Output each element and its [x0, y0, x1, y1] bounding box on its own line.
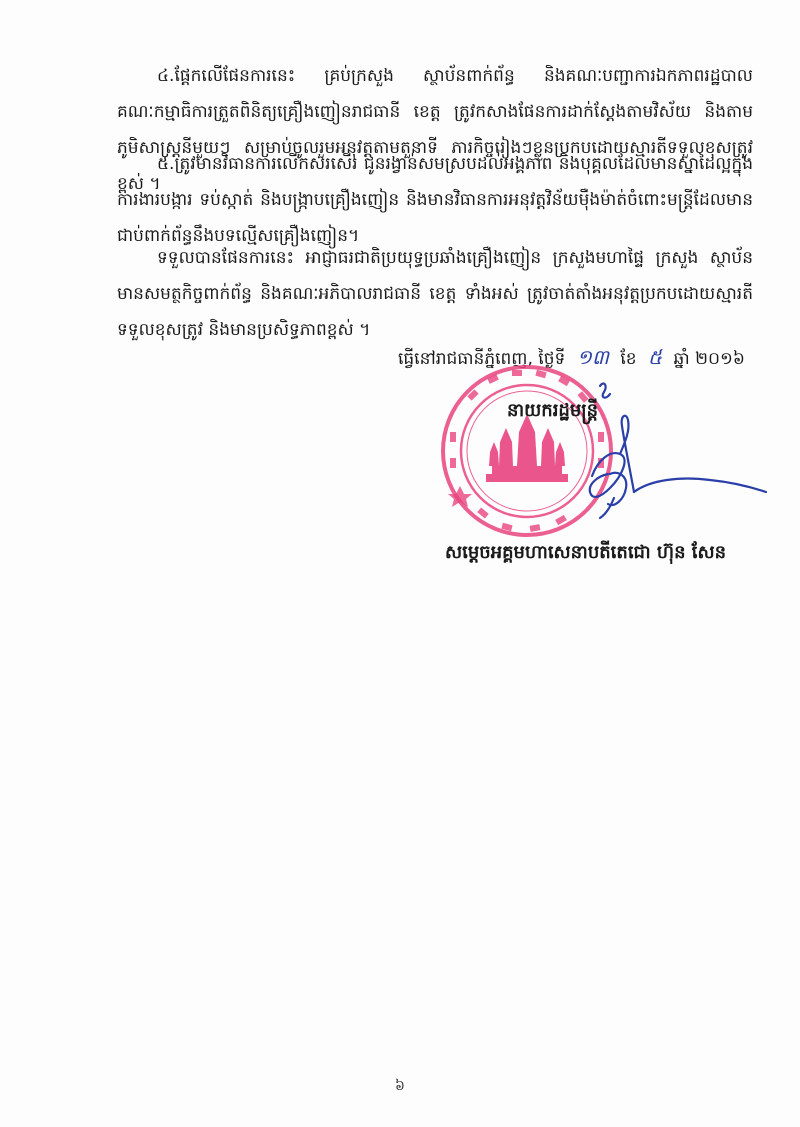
dateline-month-label: ខែ	[620, 349, 637, 369]
dateline-year-label: ឆ្នាំ	[673, 349, 690, 369]
dateline-month: ៥	[647, 345, 663, 369]
signature-title: នាយករដ្ឋមន្ត្រី	[507, 400, 599, 421]
paragraph-4: ៤.ផ្តែកលើផែនការនេះ គ្រប់ក្រសួង ស្ថាប័នពាក់ព័ន្ធ និងគណៈបញ្ជាការឯកភាពរដ្ឋបាល គណៈកម្មាធិការត្រួតពិនិត្យគ្រឿងញៀនរាជធានី ខេត្ត ត្រូវកសាងផែនការដាក់ស្តែងតាមវិស័យ និងតាមភូមិសាស្ត្រនីមួយៗ សម្រាប់ចូលរួមអនុវត្តតាមតួនាទី ភារកិច្ចរៀងៗខ្លួនប្រកបដោយស្មារតីទទួលខុសត្រូវខ្ពស់ ។	[117, 66, 753, 194]
dateline-prefix: ធ្វើនៅរាជធានីភ្នំពេញ, ថ្ងៃទី	[398, 349, 566, 369]
page-number: ៦	[395, 1078, 405, 1094]
signer-name: សម្តេចអគ្គមហាសេនាបតីតេជោ ហ៊ុន សែន	[445, 542, 727, 563]
signature-icon	[570, 380, 770, 530]
dateline-day: ១៣	[576, 345, 609, 369]
dateline-year: ២០១៦	[695, 349, 745, 369]
closing-paragraph: ទទួលបានផែនការនេះ អាជ្ញាធរជាតិប្រយុទ្ធប្រឆាំងគ្រឿងញៀន ក្រសួងមហាផ្ទៃ ក្រសួង ស្ថាប័ន មានសមត្ថកិច្ចពាក់ព័ន្ធ និងគណៈអភិបាលរាជធានី ខេត្ត ទាំងអស់ ត្រូវចាត់តាំងអនុវត្តប្រកបដោយស្មារតីទទួលខុសត្រូវ និងមានប្រសិទ្ធភាពខ្ពស់ ។	[117, 248, 753, 340]
paragraph-5: ៥.ត្រូវមានវិធានការលើកសរសើរ ជូនរង្វាន់សមស្របដល់អង្គភាព និងបុគ្គលដែលមានស្នាដៃល្អក្នុងការងារបង្ការ ទប់ស្កាត់ និងបង្ក្រាបគ្រឿងញៀន និងមានវិធានការអនុវត្តវិន័យមុឺងម៉ាត់ចំពោះមន្ត្រីដែលមានជាប់ពាក់ព័ន្ធនឹងបទល្មើសគ្រឿងញៀន។	[117, 154, 753, 246]
